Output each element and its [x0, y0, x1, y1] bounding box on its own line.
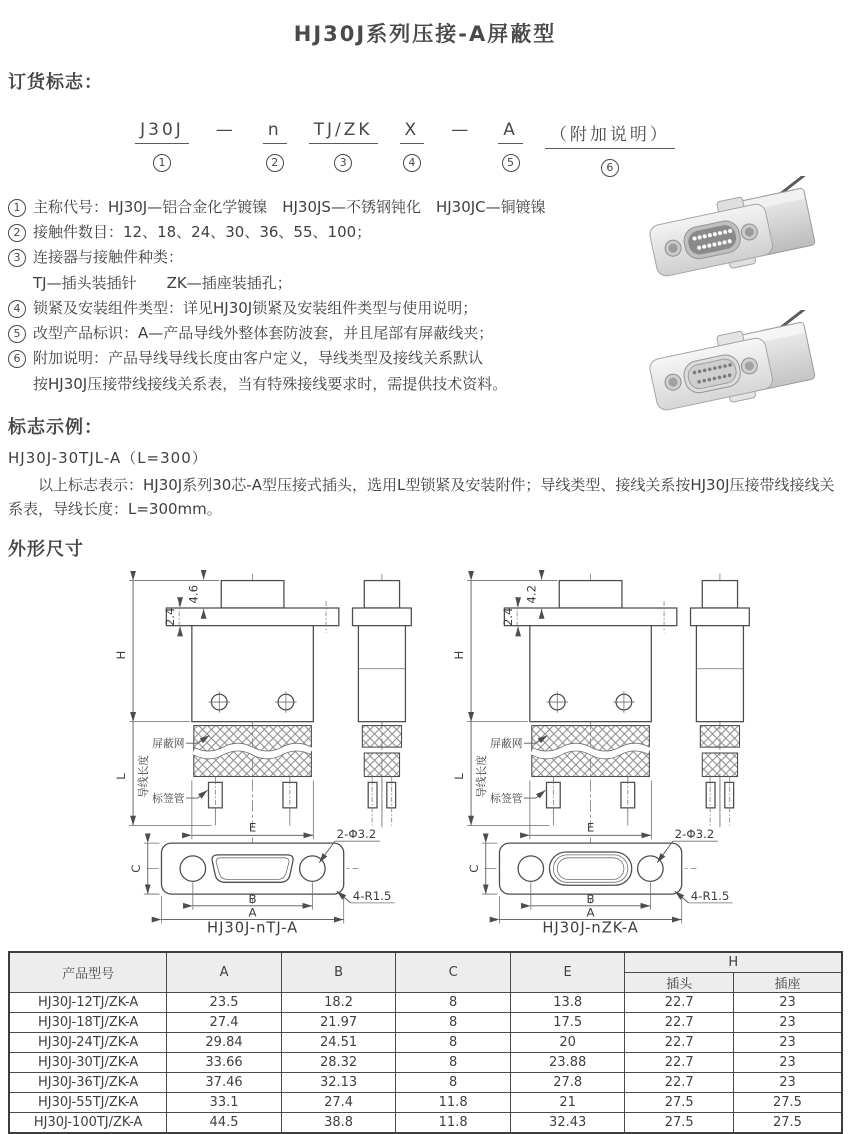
note-line: TJ—插头装插针 ZK—插座装插孔； [33, 274, 292, 292]
code-token: （附加说明） 6 [545, 120, 675, 173]
circled-number: 3 [8, 249, 26, 267]
dim-h: H [452, 650, 467, 660]
ordering-heading: 订货标志： [8, 72, 103, 93]
dim-l: L [114, 773, 129, 780]
dim-h: H [114, 650, 129, 660]
product-photos [642, 176, 846, 428]
example-heading: 标志示例： [8, 417, 103, 438]
circled-number: 4 [403, 154, 421, 172]
table-row: HJ30J-18TJ/ZK-A 27.4 21.97 8 17.5 22.7 23 [9, 1013, 842, 1033]
outline-drawings [8, 567, 842, 939]
body-outline [192, 626, 313, 722]
ordering-code-diagram [0, 120, 842, 173]
circled-number: 5 [8, 325, 26, 343]
dim-flange: 2.4 [501, 607, 516, 627]
table-row: HJ30J-55TJ/ZK-A 33.1 27.4 11.8 21 27.5 27.5 [9, 1093, 842, 1113]
tube-label: 标签管 [490, 791, 523, 805]
circled-number: 1 [8, 199, 26, 217]
circled-number: 3 [334, 154, 352, 172]
col-header-model: 产品型号 [9, 952, 167, 993]
col-header-a: A [167, 952, 282, 993]
circled-number: 4 [8, 300, 26, 318]
code-token: J30J 1 [135, 120, 189, 168]
example-code: HJ30J-30TJL-A（L=300） [8, 449, 208, 467]
note-line: 3 连接器与接触件种类： [8, 245, 842, 270]
col-header-e: E [510, 952, 625, 993]
code-token-dash: — [215, 120, 236, 140]
dim-c: C [128, 864, 143, 873]
example-description: 以上标志表示：HJ30J系列30芯-A型压接式插头，选用L型锁紧及安装附件；导线类型、接线关系按HJ30J压接带线接线关系表，导线长度：L=300mm。 [8, 476, 835, 518]
shield-label: 屏蔽网 [490, 737, 523, 751]
code-token-dash: — [451, 120, 472, 140]
outline-section [8, 535, 842, 939]
wire-length-label: 导线长度 [474, 754, 488, 799]
flange-outline [166, 608, 338, 626]
dim-c: C [466, 864, 481, 873]
circled-number: 2 [266, 154, 284, 172]
note-line: 5 改型产品标识：A—产品导线外整体套防波套，并且尾部有屏蔽线夹； [8, 321, 842, 346]
marking-example-section [8, 413, 842, 521]
table-row: HJ30J-100TJ/ZK-A 44.5 38.8 11.8 32.43 27.5 27.5 [9, 1113, 842, 1134]
dimension-table [8, 951, 843, 1134]
outline-heading: 外形尺寸 [8, 539, 84, 560]
label-tube [547, 777, 561, 826]
photo-connector-socket [642, 176, 842, 294]
dim-b: B [248, 891, 257, 906]
col-header-b: B [281, 952, 396, 993]
drawing-socket-zk [426, 567, 764, 939]
flange-face [499, 843, 681, 894]
dim-flange: 2.4 [163, 607, 178, 627]
col-header-h: H [625, 952, 842, 973]
note-line: 4 锁紧及安装组件类型：详见HJ30J锁紧及安装组件类型与使用说明； [8, 296, 842, 321]
dim-cap: 4.2 [524, 584, 539, 604]
code-token: X 4 [400, 120, 425, 168]
flange-face [161, 843, 343, 894]
table-row: HJ30J-36TJ/ZK-A 37.46 32.13 8 27.8 22.7 23 [9, 1073, 842, 1093]
dim-a: A [248, 905, 257, 920]
annot-holes: 2-Φ3.2 [674, 827, 715, 842]
label-tube [209, 777, 223, 826]
photo-connector-plug [642, 310, 842, 428]
drawing-plug-tj [88, 567, 426, 939]
dim-l: L [452, 773, 467, 780]
wire-length-label: 导线长度 [136, 754, 150, 799]
annot-radius: 4-R1.5 [352, 888, 392, 903]
col-header-plug: 插头 [625, 973, 734, 993]
annot-holes: 2-Φ3.2 [336, 827, 377, 842]
circled-number: 6 [601, 159, 619, 177]
dim-e: E [248, 820, 257, 835]
tube-label: 标签管 [152, 791, 185, 805]
dim-a: A [586, 905, 595, 920]
note-line: 1 主称代号：HJ30J—铝合金化学镀镍 HJ30JS—不锈钢钝化 HJ30JC—铜镀镍 [8, 195, 842, 220]
code-token: TJ/ZK 3 [309, 120, 378, 168]
circled-number: 6 [8, 350, 26, 368]
note-line: 6 附加说明：产品导线导线长度由客户定义，导线类型及接线关系默认 [8, 346, 842, 371]
code-token: A 5 [498, 120, 523, 168]
circled-number: 1 [153, 154, 171, 172]
table-row: HJ30J-30TJ/ZK-A 33.66 28.32 8 23.88 22.7 23 [9, 1053, 842, 1073]
note-line: 按HJ30J压接带线接线关系表，当有特殊接线要求时，需提供技术资料。 [33, 375, 508, 393]
label-tube [621, 777, 635, 826]
col-header-c: C [396, 952, 511, 993]
dim-e: E [586, 820, 595, 835]
circled-number: 5 [502, 154, 520, 172]
dim-b: B [586, 891, 595, 906]
page-title: HJ30J系列压接-A屏蔽型 [293, 22, 557, 46]
shield-label: 屏蔽网 [152, 737, 185, 751]
table-row: HJ30J-24TJ/ZK-A 29.84 24.51 8 20 22.7 23 [9, 1033, 842, 1053]
table-row: HJ30J-12TJ/ZK-A 23.5 18.2 8 13.8 22.7 23 [9, 993, 842, 1013]
col-header-socket: 插座 [733, 973, 842, 993]
annot-radius: 4-R1.5 [690, 888, 730, 903]
label-tube [283, 777, 297, 826]
dim-cap: 4.6 [186, 584, 201, 604]
note-line: 2 接触件数目：12、18、24、30、36、55、100； [8, 220, 842, 245]
circled-number: 2 [8, 224, 26, 242]
drawing-caption: HJ30J-nZK-A [542, 919, 639, 937]
cap-outline [221, 581, 284, 608]
code-token: n 2 [263, 120, 287, 168]
drawing-caption: HJ30J-nTJ-A [207, 919, 299, 937]
